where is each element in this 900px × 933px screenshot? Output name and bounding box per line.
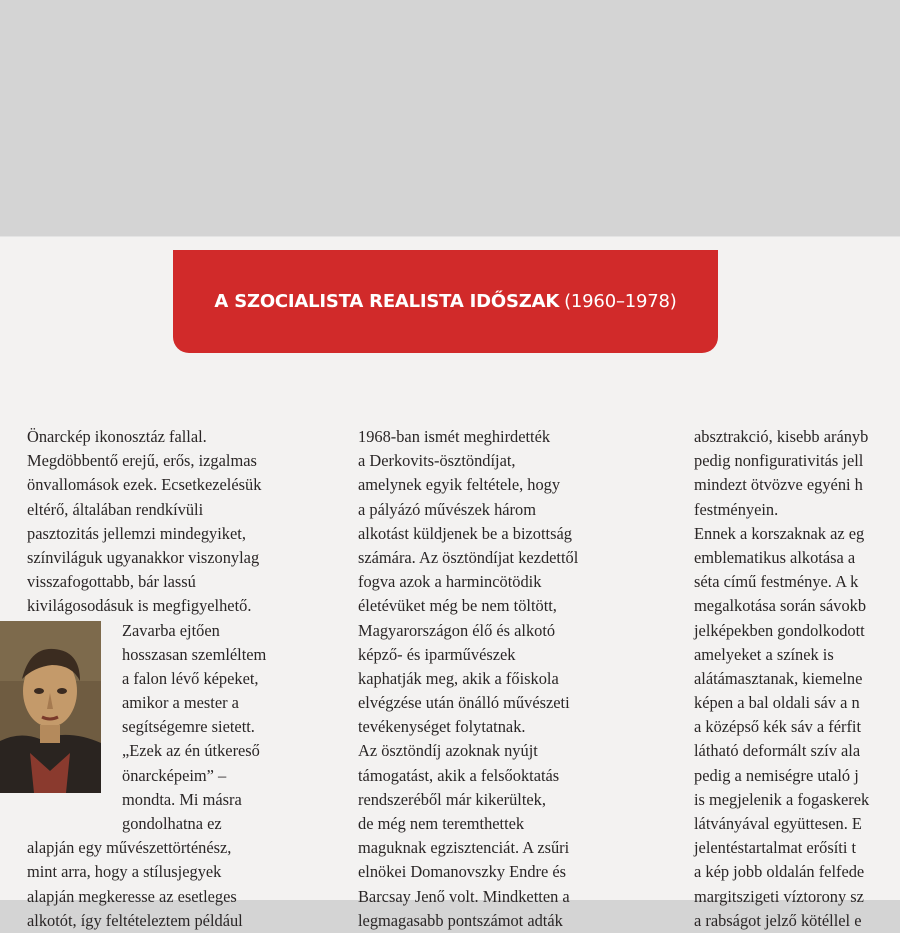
text-line: mint arra, hogy a stílusjegyek: [27, 862, 222, 882]
text-line: életévüket még be nem töltött,: [358, 596, 557, 616]
banner-title: A SZOCIALISTA REALISTA IDŐSZAK: [214, 291, 560, 312]
text-line: Önarckép ikonosztáz fallal.: [27, 427, 207, 446]
text-line: képző- és iparművészek: [358, 644, 516, 664]
text-line: képen a bal oldali sáv a n: [694, 693, 860, 713]
text-line: visszafogottabb, bár lassú: [27, 572, 196, 592]
text-line: amelynek egyik feltétele, hogy: [358, 475, 561, 495]
text-line: pedig a nemiségre utaló j: [694, 765, 859, 785]
text-line: gondolhatna ez: [122, 814, 222, 833]
text-line: kaphatják meg, akik a főiskola: [358, 668, 559, 688]
text-line: látványával együttesen. E: [694, 814, 862, 833]
text-line: séta című festménye. A k: [694, 572, 859, 592]
text-line: Az ösztöndíj azoknak nyújt: [358, 741, 538, 761]
text-line: fogva azok a harmincötödik: [358, 572, 542, 592]
text-line: absztrakció, kisebb arányb: [694, 427, 869, 446]
text-line: a falon lévő képeket,: [122, 668, 259, 688]
text-line: amikor a mester a: [122, 693, 239, 713]
text-line: mondta. Mi másra: [122, 789, 242, 809]
text-line: segítségemre sietett.: [122, 717, 255, 737]
text-line: önarcképeim” –: [122, 765, 227, 785]
text-line: margitszigeti víztorony sz: [694, 886, 864, 906]
text-line: Megdöbbentő erejű, erős, izgalmas: [27, 451, 257, 471]
text-line: elvégzése után önálló művészeti: [358, 693, 570, 713]
text-line: tevékenységet folytatnak.: [358, 717, 526, 737]
text-line: hosszasan szemléltem: [122, 644, 267, 664]
text-line: alapján egy művészettörténész,: [27, 838, 232, 858]
text-line: eltérő, általában rendkívüli: [27, 499, 204, 519]
text-line: önvallomások ezek. Ecsetkezelésük: [27, 475, 262, 495]
self-portrait-painting: [0, 621, 101, 793]
text-line: a középső kék sáv a férfit: [694, 717, 862, 737]
text-line: festményein.: [694, 499, 779, 519]
text-line: alapján megkeresse az esetleges: [27, 886, 237, 906]
text-line: Magyarországon élő és alkotó: [358, 620, 556, 640]
section-banner: [173, 250, 718, 353]
text-line: pedig nonfigurativitás jell: [694, 451, 864, 471]
text-line: jelképekben gondolkodott: [694, 620, 865, 640]
text-line: emblematikus alkotása a: [694, 547, 856, 567]
text-line: megalkotása során sávokb: [694, 596, 867, 616]
text-line: a Derkovits-ösztöndíjat,: [358, 451, 516, 471]
text-line: alkotót, így feltételeztem például: [27, 910, 243, 930]
text-line: a kép jobb oldalán felfede: [694, 862, 865, 882]
text-line: a rabságot jelző kötéllel e: [694, 910, 862, 930]
text-line: 1968-ban ismét meghirdették: [358, 427, 551, 446]
text-line: „Ezek az én útkereső: [122, 741, 260, 761]
text-line: támogatást, akik a felsőoktatás: [358, 765, 560, 785]
text-line: elnökei Domanovszky Endre és: [358, 862, 567, 882]
text-line: Zavarba ejtően: [122, 620, 220, 640]
text-column-2: [358, 425, 658, 933]
text-line: amelyeket a színek is: [694, 644, 834, 664]
text-line: alátámasztanak, kiemelne: [694, 668, 863, 688]
text-line: alkotást küldjenek be a bizottság: [358, 523, 572, 543]
text-line: is megjelenik a fogaskerek: [694, 789, 870, 809]
text-line: maguknak egzisztenciát. A zsűri: [358, 838, 570, 858]
top-gray-band: [0, 0, 900, 236]
text-line: számára. Az ösztöndíjat kezdettől: [358, 547, 579, 567]
text-line: látható deformált szív ala: [694, 741, 861, 761]
banner-years: (1960–1978): [564, 291, 677, 312]
text-column-3: [694, 425, 900, 933]
text-line: legmagasabb pontszámot adták: [358, 910, 563, 930]
text-line: Ennek a korszaknak az eg: [694, 523, 865, 543]
text-line: színviláguk ugyanakkor viszonylag: [27, 547, 260, 567]
text-line: Barcsay Jenő volt. Mindketten a: [358, 886, 570, 906]
text-line: a pályázó művészek három: [358, 499, 536, 519]
text-line: mindezt ötvözve egyéni h: [694, 475, 863, 495]
text-line: pasztozitás jellemzi mindegyiket,: [27, 523, 246, 543]
text-line: kivilágosodásuk is megfigyelhető.: [27, 596, 252, 616]
text-line: de még nem teremthettek: [358, 814, 525, 833]
text-line: rendszeréből már kikerültek,: [358, 789, 546, 809]
text-line: jelentéstartalmat erősíti t: [694, 838, 857, 858]
